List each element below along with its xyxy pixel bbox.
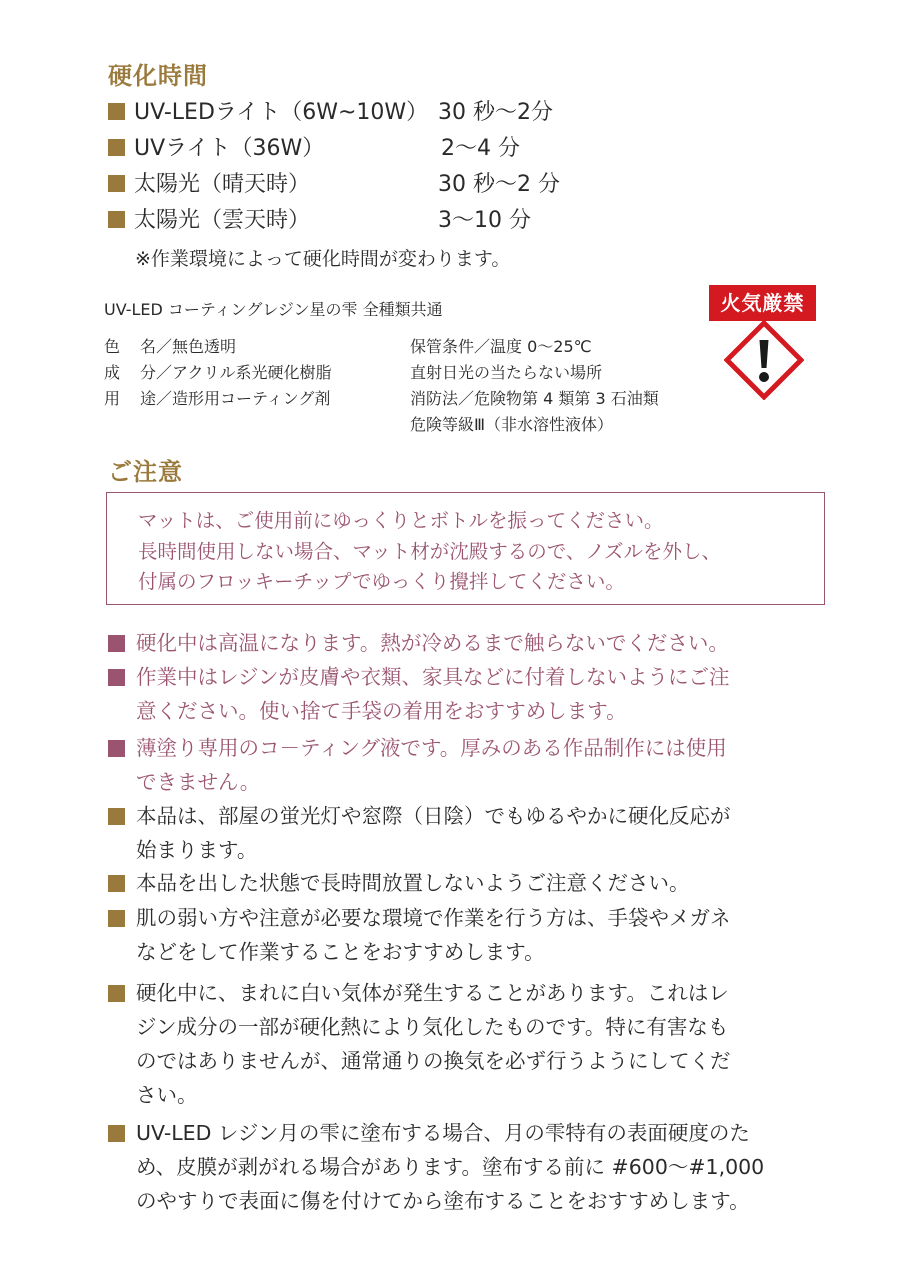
bullet-square-icon <box>108 1125 125 1142</box>
cure-value: 2～4 分 <box>441 136 520 161</box>
caution-heading: ご注意 <box>108 458 183 486</box>
spec-row-usage: 用 途／造形用コーティング剤 <box>104 389 331 408</box>
cure-row-uvled <box>108 96 553 130</box>
bullet-square-icon <box>108 875 125 892</box>
caution-item-text: 硬化中に、まれに白い気体が発生することがあります。これはレ ジン成分の一部が硬化熱により気化したものです。特に有害なも のではありませんが、通常通りの換気を必ず行うようにしてくだ さい。 <box>136 981 731 1107</box>
curing-heading: 硬化時間 <box>108 62 208 90</box>
notice-line: 長時間使用しない場合、マット材が沈殿するので、ノズルを外し、 <box>138 540 722 563</box>
caution-item-text: UV-LED レジン月の雫に塗布する場合、月の雫特有の表面硬度のた め、皮膜が剥がれる場合があります。塗布する前に #600～#1,000 のやすりで表面に傷を付けてから塗布することをおすすめします。 <box>136 1121 765 1213</box>
spec-right <box>410 334 659 438</box>
ghs-exclamation-icon <box>724 320 804 400</box>
bullet-square-icon <box>108 635 125 652</box>
caution-item-text: 肌の弱い方や注意が必要な環境で作業を行う方は、手袋やメガネ などをして作業することをおすすめします。 <box>136 906 731 964</box>
bullet-square-icon <box>108 669 125 686</box>
spec-storage-place: 直射日光の当たらない場所 <box>410 363 603 382</box>
cure-row-uv <box>108 132 520 166</box>
notice-line: 付属のフロッキーチップでゆっくり攪拌してください。 <box>138 570 625 593</box>
bullet-square-icon <box>108 139 125 156</box>
bullet-square-icon <box>108 103 125 120</box>
cure-label: UVライト（36W） <box>134 136 325 161</box>
caution-item-text: 硬化中は高温になります。熱が冷めるまで触らないでください。 <box>136 631 729 655</box>
spec-storage: 保管条件／温度 0～25℃ <box>410 337 592 356</box>
bullet-square-icon <box>108 985 125 1002</box>
caution-item-text: 作業中はレジンが皮膚や衣類、家具などに付着しないようにご注 意ください。使い捨て手袋の着用をおすすめします。 <box>136 665 730 723</box>
caution-item-text: 薄塗り専用のコ－ティング液です。厚みのある作品制作には使用 できません。 <box>136 736 727 794</box>
fire-warning-badge: 火気厳禁 <box>709 285 816 321</box>
cure-label: UV-LEDライト（6W~10W） <box>134 100 429 125</box>
bullet-square-icon <box>108 211 125 228</box>
cure-row-sun-cloudy <box>108 204 531 238</box>
bullet-square-icon <box>108 175 125 192</box>
bullet-square-icon <box>108 910 125 927</box>
caution-item-text: 本品は、部屋の蛍光灯や窓際（日陰）でもゆるやかに硬化反応が 始まります。 <box>136 804 731 862</box>
caution-item-text: 本品を出した状態で長時間放置しないようご注意ください。 <box>136 871 690 895</box>
cure-value: 30 秒～2 分 <box>438 172 560 197</box>
spec-row-ingredient: 成 分／アクリル系光硬化樹脂 <box>104 363 332 382</box>
spec-hazard-level: 危険等級Ⅲ（非水溶性液体） <box>410 415 614 434</box>
spec-left <box>104 334 332 412</box>
cure-row-sun-clear <box>108 168 560 202</box>
spec-row-color: 色 名／無色透明 <box>104 337 237 356</box>
spec-fire-law: 消防法／危険物第 4 類第 3 石油類 <box>410 389 659 408</box>
product-title: UV-LED コーティングレジン星の雫 全種類共通 <box>104 300 443 319</box>
cure-value: 3～10 分 <box>438 208 531 233</box>
curing-note: ※作業環境によって硬化時間が変わります。 <box>135 248 511 270</box>
cure-label: 太陽光（晴天時） <box>134 172 311 197</box>
cure-value: 30 秒～2分 <box>438 100 553 125</box>
bullet-square-icon <box>108 808 125 825</box>
bullet-square-icon <box>108 740 125 757</box>
notice-line: マットは、ご使用前にゆっくりとボトルを振ってください。 <box>138 509 664 532</box>
cure-label: 太陽光（雲天時） <box>134 208 311 233</box>
